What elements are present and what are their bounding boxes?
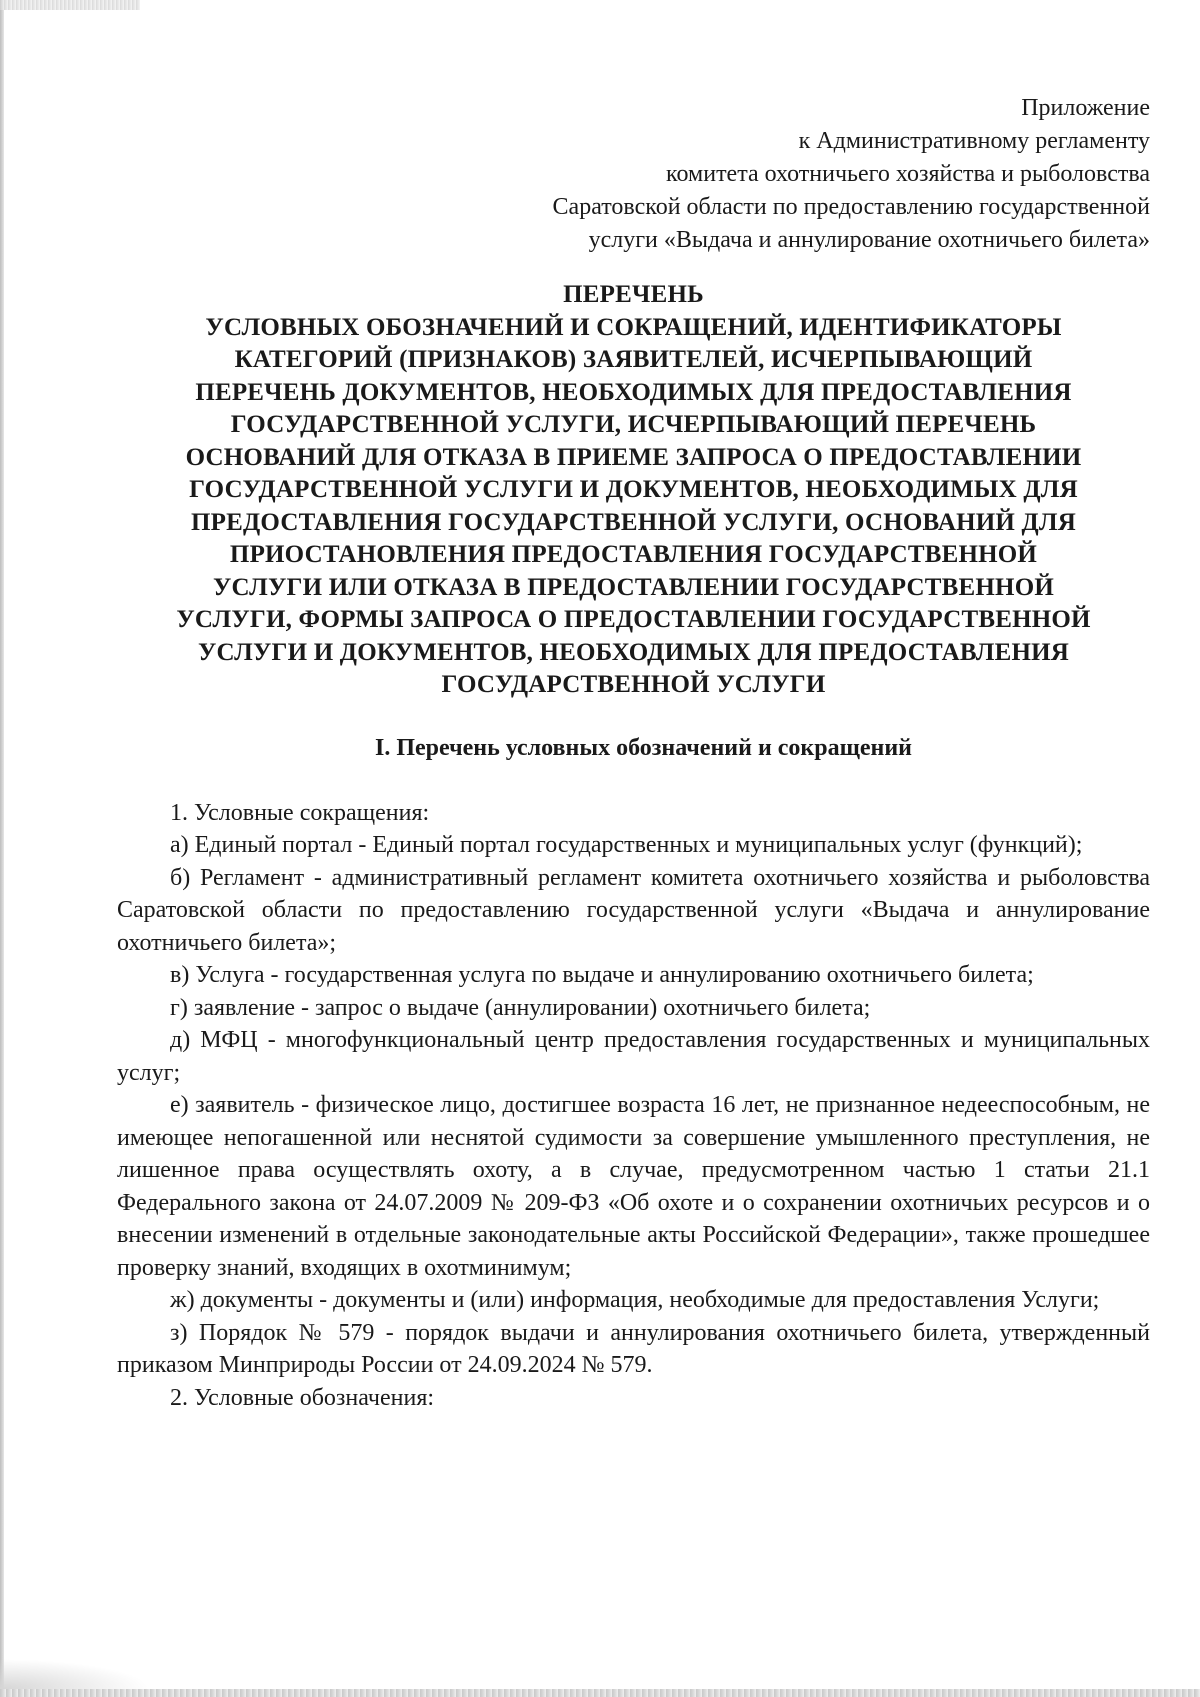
title-line: ГОСУДАРСТВЕННОЙ УСЛУГИ, ИСЧЕРПЫВАЮЩИЙ ПЕРЕЧЕНЬ	[230, 411, 1037, 438]
title-line: КАТЕГОРИЙ (ПРИЗНАКОВ) ЗАЯВИТЕЛЕЙ, ИСЧЕРПЫВАЮЩИЙ	[234, 346, 1033, 373]
paragraph: д) МФЦ - многофункциональный центр предоставления государственных и муниципальных услуг;	[117, 1027, 1150, 1086]
title-line: УСЛУГИ ИЛИ ОТКАЗА В ПРЕДОСТАВЛЕНИИ ГОСУДАРСТВЕННОЙ	[213, 573, 1054, 601]
title-line: УСЛОВНЫХ ОБОЗНАЧЕНИЙ И СОКРАЩЕНИЙ, ИДЕНТИФИКАТОРЫ	[205, 313, 1062, 341]
title-line: ПРЕДОСТАВЛЕНИЯ ГОСУДАРСТВЕННОЙ УСЛУГИ, ОСНОВАНИЙ ДЛЯ	[191, 508, 1076, 536]
paragraph: ж) документы - документы и (или) информация, необходимые для предоставления Услуги;	[170, 1287, 1100, 1313]
paragraph: 1. Условные сокращения:	[170, 799, 430, 826]
title-line: ОСНОВАНИЙ ДЛЯ ОТКАЗА В ПРИЕМЕ ЗАПРОСА О ПРЕДОСТАВЛЕНИИ	[185, 443, 1082, 471]
scan-edge-bottom	[0, 1689, 1200, 1697]
section-heading: I. Перечень условных обозначений и сокращений	[375, 734, 912, 761]
document-title	[117, 279, 1150, 702]
title-line: ПРИОСТАНОВЛЕНИЯ ПРЕДОСТАВЛЕНИЯ ГОСУДАРСТВЕННОЙ	[229, 541, 1038, 568]
appendix-line: Приложение	[1021, 95, 1150, 121]
paragraph: 2. Условные обозначения:	[170, 1384, 435, 1411]
title-line: УСЛУГИ, ФОРМЫ ЗАПРОСА О ПРЕДОСТАВЛЕНИИ ГОСУДАРСТВЕННОЙ	[176, 606, 1091, 633]
title-line: ГОСУДАРСТВЕННОЙ УСЛУГИ И ДОКУМЕНТОВ, НЕОБХОДИМЫХ ДЛЯ	[189, 476, 1078, 503]
paragraph: е) заявитель - физическое лицо, достигшее возраста 16 лет, не признанное недееспособным, не имеющее непогашенной или неснятой судимости за совершение умышленного преступления, не лишенное права осуществлять охоту, а в случае, предусмотренном частью 1 статьи 21.1 Федерального закона от 24.07.2009 № 209-ФЗ «Об охоте и о сохранении охотничьих ресурсов и о внесении изменений в отдельные законодательные акты Российской Федерации», также прошедшее проверку знаний, входящих в охотминимум;	[117, 1092, 1150, 1281]
title-line: ПЕРЕЧЕНЬ ДОКУМЕНТОВ, НЕОБХОДИМЫХ ДЛЯ ПРЕДОСТАВЛЕНИЯ	[195, 378, 1072, 406]
document-body	[117, 797, 1150, 1415]
appendix-block	[117, 92, 1150, 257]
paragraph: а) Единый портал - Единый портал государственных и муниципальных услуг (функций);	[170, 832, 1083, 858]
scan-noise-bottom-left	[0, 1659, 150, 1689]
appendix-line: к Административному регламенту	[798, 128, 1150, 154]
appendix-line: услуги «Выдача и аннулирование охотничьего билета»	[588, 227, 1150, 253]
scan-noise-top	[0, 0, 140, 10]
paragraph: в) Услуга - государственная услуга по выдаче и аннулированию охотничьего билета;	[170, 962, 1034, 988]
paragraph: б) Регламент - административный регламент комитета охотничьего хозяйства и рыболовства Саратовской области по предоставлению государственной услуги «Выдача и аннулирование охотничьего билета»;	[117, 864, 1150, 956]
title-line: ПЕРЕЧЕНЬ	[563, 281, 704, 308]
title-line: УСЛУГИ И ДОКУМЕНТОВ, НЕОБХОДИМЫХ ДЛЯ ПРЕДОСТАВЛЕНИЯ	[197, 638, 1070, 666]
scan-edge-left	[0, 0, 4, 1697]
appendix-line: Саратовской области по предоставлению государственной	[552, 194, 1150, 220]
appendix-line: комитета охотничьего хозяйства и рыболовства	[666, 161, 1150, 187]
document-page	[117, 92, 1150, 1414]
paragraph: г) заявление - запрос о выдаче (аннулировании) охотничьего билета;	[170, 994, 871, 1021]
title-line: ГОСУДАРСТВЕННОЙ УСЛУГИ	[441, 671, 826, 698]
paragraph: з) Порядок № 579 - порядок выдачи и аннулирования охотничьего билета, утвержденный приказом Минприроды России от 24.09.2024 № 579.	[117, 1319, 1150, 1378]
